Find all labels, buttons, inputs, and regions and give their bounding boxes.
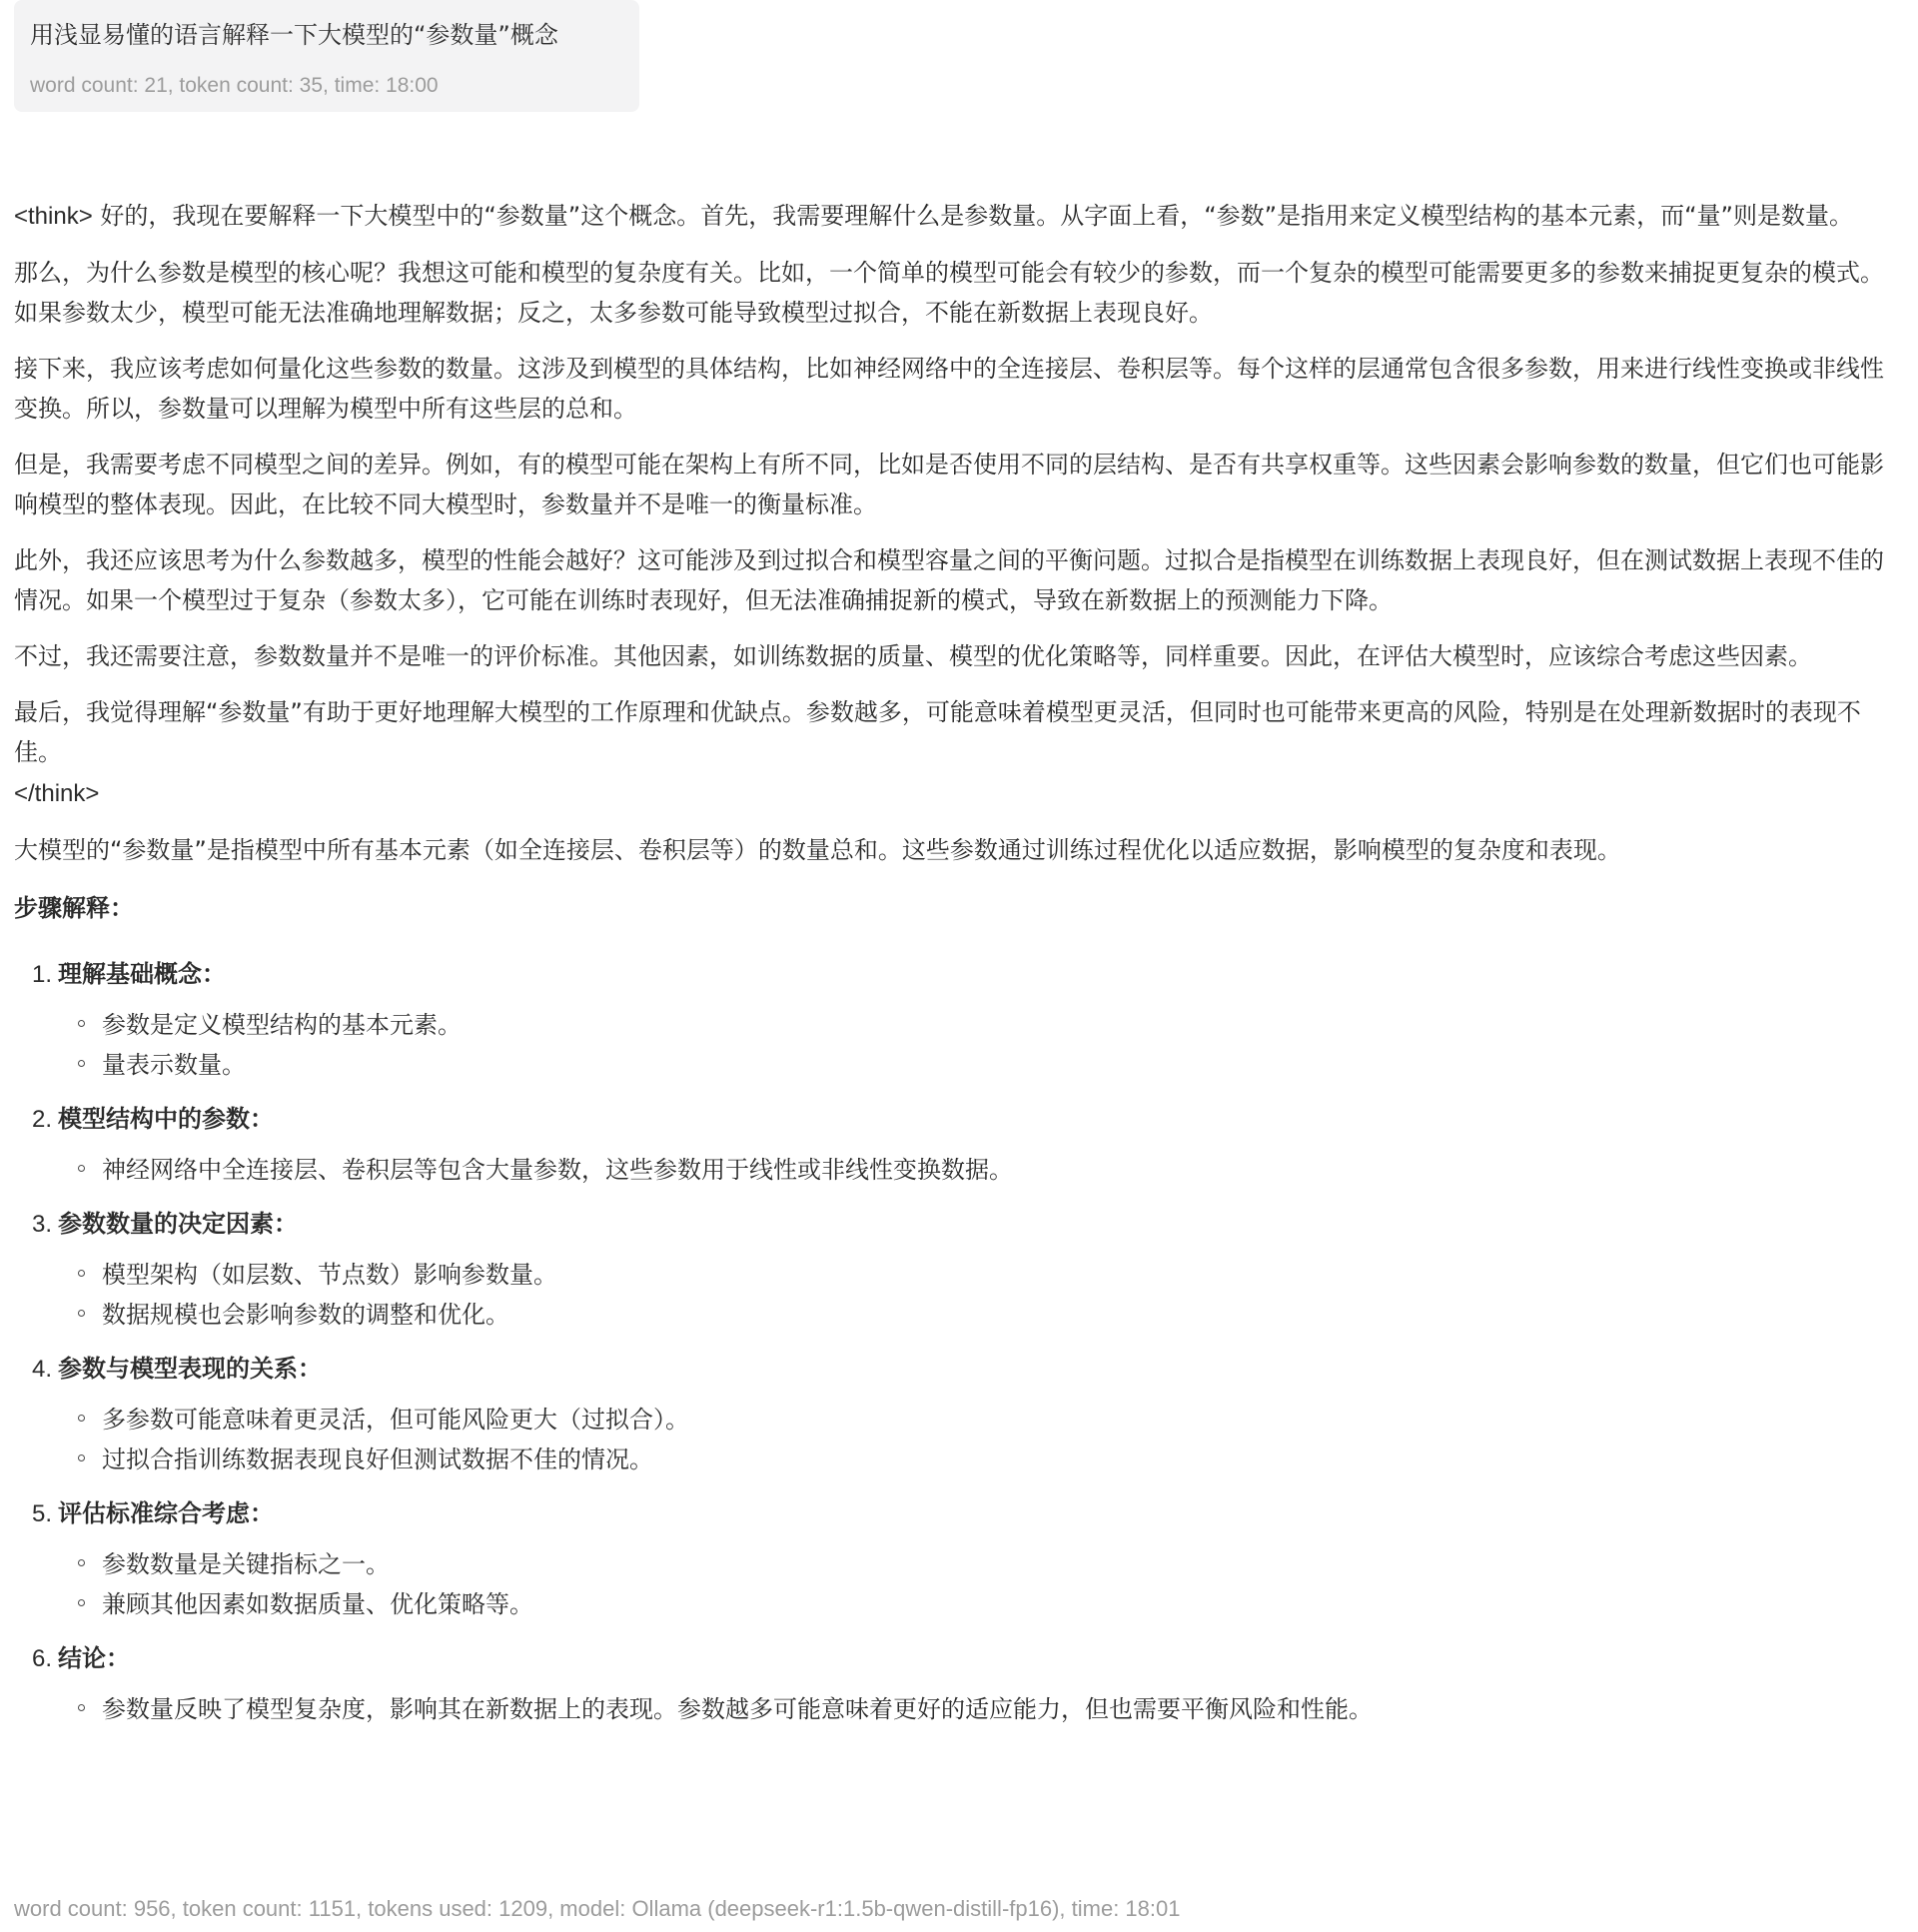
step-sub-item xyxy=(102,1150,1902,1190)
think-paragraph-4: 但是，我需要考虑不同模型之间的差异。例如，有的模型可能在架构上有所不同，比如是否使用不同的层结构、是否有共享权重等。这些因素会影响参数的数量，但它们也可能影响模型的整体表现。因此，在比较不同大模型时，参数量并不是唯一的衡量标准。 xyxy=(14,451,1884,518)
user-message-text: 用浅显易懂的语言解释一下大模型的“参数量”概念 xyxy=(30,21,558,49)
step-title-text: 参数数量的决定因素： xyxy=(58,1210,299,1238)
hollow-bullet-icon xyxy=(78,1270,85,1277)
step-number: 2. xyxy=(32,1106,53,1133)
think-close-tag: </think> xyxy=(14,780,100,807)
think-open-tag: <think> xyxy=(14,203,93,230)
step-item xyxy=(32,954,1902,1085)
step-title-text: 结论： xyxy=(58,1644,131,1672)
step-sub-list xyxy=(32,1544,1902,1624)
hollow-bullet-icon xyxy=(78,1454,85,1461)
step-title xyxy=(32,1638,1902,1679)
step-sub-item-text: 参数是定义模型结构的基本元素。 xyxy=(102,1011,462,1039)
step-item xyxy=(32,1204,1902,1335)
step-sub-item-text: 参数数量是关键指标之一。 xyxy=(102,1550,390,1578)
step-sub-list xyxy=(32,1255,1902,1335)
step-sub-item-text: 数据规模也会影响参数的调整和优化。 xyxy=(102,1301,509,1329)
think-paragraph-6: 不过，我还需要注意，参数数量并不是唯一的评价标准。其他因素，如训练数据的质量、模型的优化策略等，同样重要。因此，在评估大模型时，应该综合考虑这些因素。 xyxy=(14,642,1812,670)
hollow-bullet-icon xyxy=(78,1704,85,1711)
step-item xyxy=(32,1638,1902,1729)
assistant-message xyxy=(14,196,1902,1743)
step-title-text: 模型结构中的参数： xyxy=(58,1105,275,1133)
step-sub-item xyxy=(102,1440,1902,1479)
step-sub-item xyxy=(102,1295,1902,1335)
step-item xyxy=(32,1493,1902,1624)
step-title xyxy=(32,954,1902,995)
step-sub-list xyxy=(32,1005,1902,1085)
step-sub-item-text: 兼顾其他因素如数据质量、优化策略等。 xyxy=(102,1590,533,1618)
step-number: 1. xyxy=(32,961,53,988)
step-sub-item xyxy=(102,1005,1902,1045)
step-number: 3. xyxy=(32,1211,53,1238)
step-title-text: 评估标准综合考虑： xyxy=(58,1499,275,1527)
step-sub-item xyxy=(102,1400,1902,1440)
step-sub-item-text: 量表示数量。 xyxy=(102,1051,246,1079)
step-sub-item-text: 模型架构（如层数、节点数）影响参数量。 xyxy=(102,1261,557,1289)
step-sub-item-text: 过拟合指训练数据表现良好但测试数据不佳的情况。 xyxy=(102,1446,653,1473)
step-sub-item-text: 多参数可能意味着更灵活，但可能风险更大（过拟合）。 xyxy=(102,1406,689,1434)
user-message-bubble xyxy=(14,0,639,112)
user-message-meta: word count: 21, token count: 35, time: 18:00 xyxy=(30,74,439,97)
step-sub-item xyxy=(102,1689,1902,1729)
think-paragraph-5: 此外，我还应该思考为什么参数越多，模型的性能会越好？这可能涉及到过拟合和模型容量之间的平衡问题。过拟合是指模型在训练数据上表现良好，但在测试数据上表现不佳的情况。如果一个模型过于复杂（参数太多），它可能在训练时表现好，但无法准确捕捉新的模式，导致在新数据上的预测能力下降。 xyxy=(14,546,1884,614)
think-paragraph-1-text: 好的，我现在要解释一下大模型中的“参数量”这个概念。首先，我需要理解什么是参数量。从字面上看，“参数”是指用来定义模型结构的基本元素，而“量”则是数量。 xyxy=(92,202,1853,230)
step-number: 5. xyxy=(32,1500,53,1527)
hollow-bullet-icon xyxy=(78,1559,85,1566)
step-title-text: 参数与模型表现的关系： xyxy=(58,1355,323,1383)
think-paragraph-1 xyxy=(14,196,1902,237)
step-number: 6. xyxy=(32,1645,53,1672)
hollow-bullet-icon xyxy=(78,1020,85,1027)
steps-heading: 步骤解释： xyxy=(14,894,134,922)
step-title xyxy=(32,1099,1902,1140)
step-sub-item xyxy=(102,1255,1902,1295)
step-sub-item xyxy=(102,1584,1902,1624)
hollow-bullet-icon xyxy=(78,1060,85,1067)
steps-list xyxy=(14,954,1902,1729)
answer-intro: 大模型的“参数量”是指模型中所有基本元素（如全连接层、卷积层等）的数量总和。这些参数通过训练过程优化以适应数据，影响模型的复杂度和表现。 xyxy=(14,836,1621,864)
step-item xyxy=(32,1099,1902,1190)
step-number: 4. xyxy=(32,1356,53,1383)
step-sub-list xyxy=(32,1150,1902,1190)
think-paragraph-2: 那么，为什么参数是模型的核心呢？我想这可能和模型的复杂度有关。比如，一个简单的模型可能会有较少的参数，而一个复杂的模型可能需要更多的参数来捕捉更复杂的模式。如果参数太少，模型可能无法准确地理解数据；反之，太多参数可能导致模型过拟合，不能在新数据上表现良好。 xyxy=(14,259,1884,327)
step-title xyxy=(32,1204,1902,1245)
hollow-bullet-icon xyxy=(78,1310,85,1317)
step-sub-item xyxy=(102,1544,1902,1584)
hollow-bullet-icon xyxy=(78,1599,85,1606)
step-item xyxy=(32,1349,1902,1479)
step-title xyxy=(32,1349,1902,1390)
assistant-message-meta: word count: 956, token count: 1151, tokens used: 1209, model: Ollama (deepseek-r1:1.5b-qwen-distill-fp16), time: 18:01 xyxy=(14,1896,1181,1921)
step-sub-item xyxy=(102,1045,1902,1085)
hollow-bullet-icon xyxy=(78,1165,85,1172)
think-paragraph-7: 最后，我觉得理解“参数量”有助于更好地理解大模型的工作原理和优缺点。参数越多，可能意味着模型更灵活，但同时也可能带来更高的风险，特别是在处理新数据时的表现不佳。 xyxy=(14,698,1861,766)
step-title-text: 理解基础概念： xyxy=(58,960,227,988)
step-sub-item-text: 神经网络中全连接层、卷积层等包含大量参数，这些参数用于线性或非线性变换数据。 xyxy=(102,1156,1013,1184)
step-title xyxy=(32,1493,1902,1534)
step-sub-item-text: 参数量反映了模型复杂度，影响其在新数据上的表现。参数越多可能意味着更好的适应能力，但也需要平衡风险和性能。 xyxy=(102,1695,1373,1723)
hollow-bullet-icon xyxy=(78,1415,85,1422)
step-sub-list xyxy=(32,1400,1902,1479)
think-paragraph-3: 接下来，我应该考虑如何量化这些参数的数量。这涉及到模型的具体结构，比如神经网络中的全连接层、卷积层等。每个这样的层通常包含很多参数，用来进行线性变换或非线性变换。所以，参数量可以理解为模型中所有这些层的总和。 xyxy=(14,355,1884,423)
step-sub-list xyxy=(32,1689,1902,1729)
